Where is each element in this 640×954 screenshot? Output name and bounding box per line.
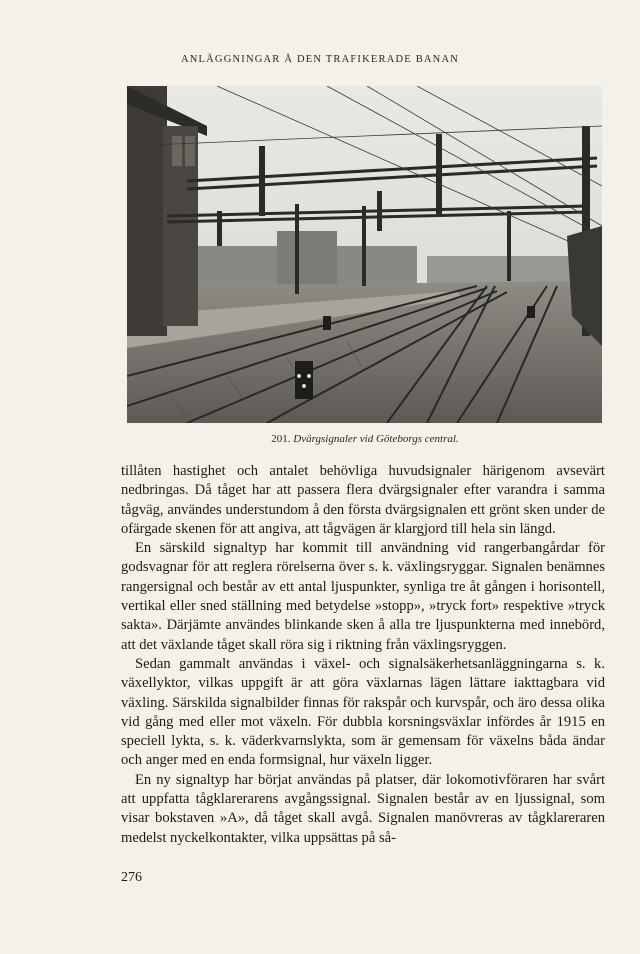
page-number: 276	[121, 870, 142, 885]
figure-caption	[0, 433, 640, 445]
station-tracks-illustration	[127, 86, 602, 423]
paragraph: tillåten hastighet och antalet behövliga huvudsignaler härigenom avsevärt nedbringas. Då tåget har att passera flera dvärgsignaler efter varandra i samma tågväg, användes understundom å den första dvärgsignalen ett grönt sken under de ofärgade skenen för att angiva, att tågvägen är klargjord till hela sin längd.	[121, 463, 605, 537]
body-text	[121, 462, 605, 848]
figure-caption-text: Dvärgsignaler vid Göteborgs central.	[293, 433, 459, 445]
paragraph: Sedan gammalt användas i växel- och signalsäkerhetsanläggningarna s. k. växellyktor, vilkas uppgift är att göra växlarnas lägen lättare iakttagbara vid växling. Särskilda signalbilder finnas för rakspår och kurvspår, och äro dessa olika vid gång med eller mot växeln. För dubbla korsningsväxlar infördes år 1915 en speciell lykta, s. k. väderkvarnslykta, som är gemensam för växelns båda ändar och anger med en enda formsignal, hur växeln ligger.	[121, 655, 605, 769]
paragraph: En ny signaltyp har börjat användas på platser, där lokomotivföraren har svårt att uppfatta tågklarerarens avgångssignal. Signalen består av en ljussignal, som visar bokstaven »A», då tåget skall avgå. Signalen manövreras av tågklareraren medelst nyckelkontakter, vilka uppsättas på så-	[121, 771, 605, 846]
paragraph: En särskild signaltyp har kommit till användning vid rangerbangårdar för godsvagnar för att reglera rörelserna över s. k. växlingsryggar. Signalen benämnes rangersignal och består av ett antal ljuspunkter, synliga tre åt gången i horisontell, vertikal eller sned ställning med betydelse »stopp», »tryck fort» respektive »tryck sakta». Därjämte användes blinkande sken å alla tre ljuspunkterna med innebörd, att det växlande tåget skall röra sig i riktning från växlingsryggen.	[121, 540, 605, 653]
running-head: ANLÄGGNINGAR Å DEN TRAFIKERADE BANAN	[180, 54, 460, 65]
railway-photograph	[127, 86, 602, 423]
figure-number: 201.	[271, 433, 291, 445]
